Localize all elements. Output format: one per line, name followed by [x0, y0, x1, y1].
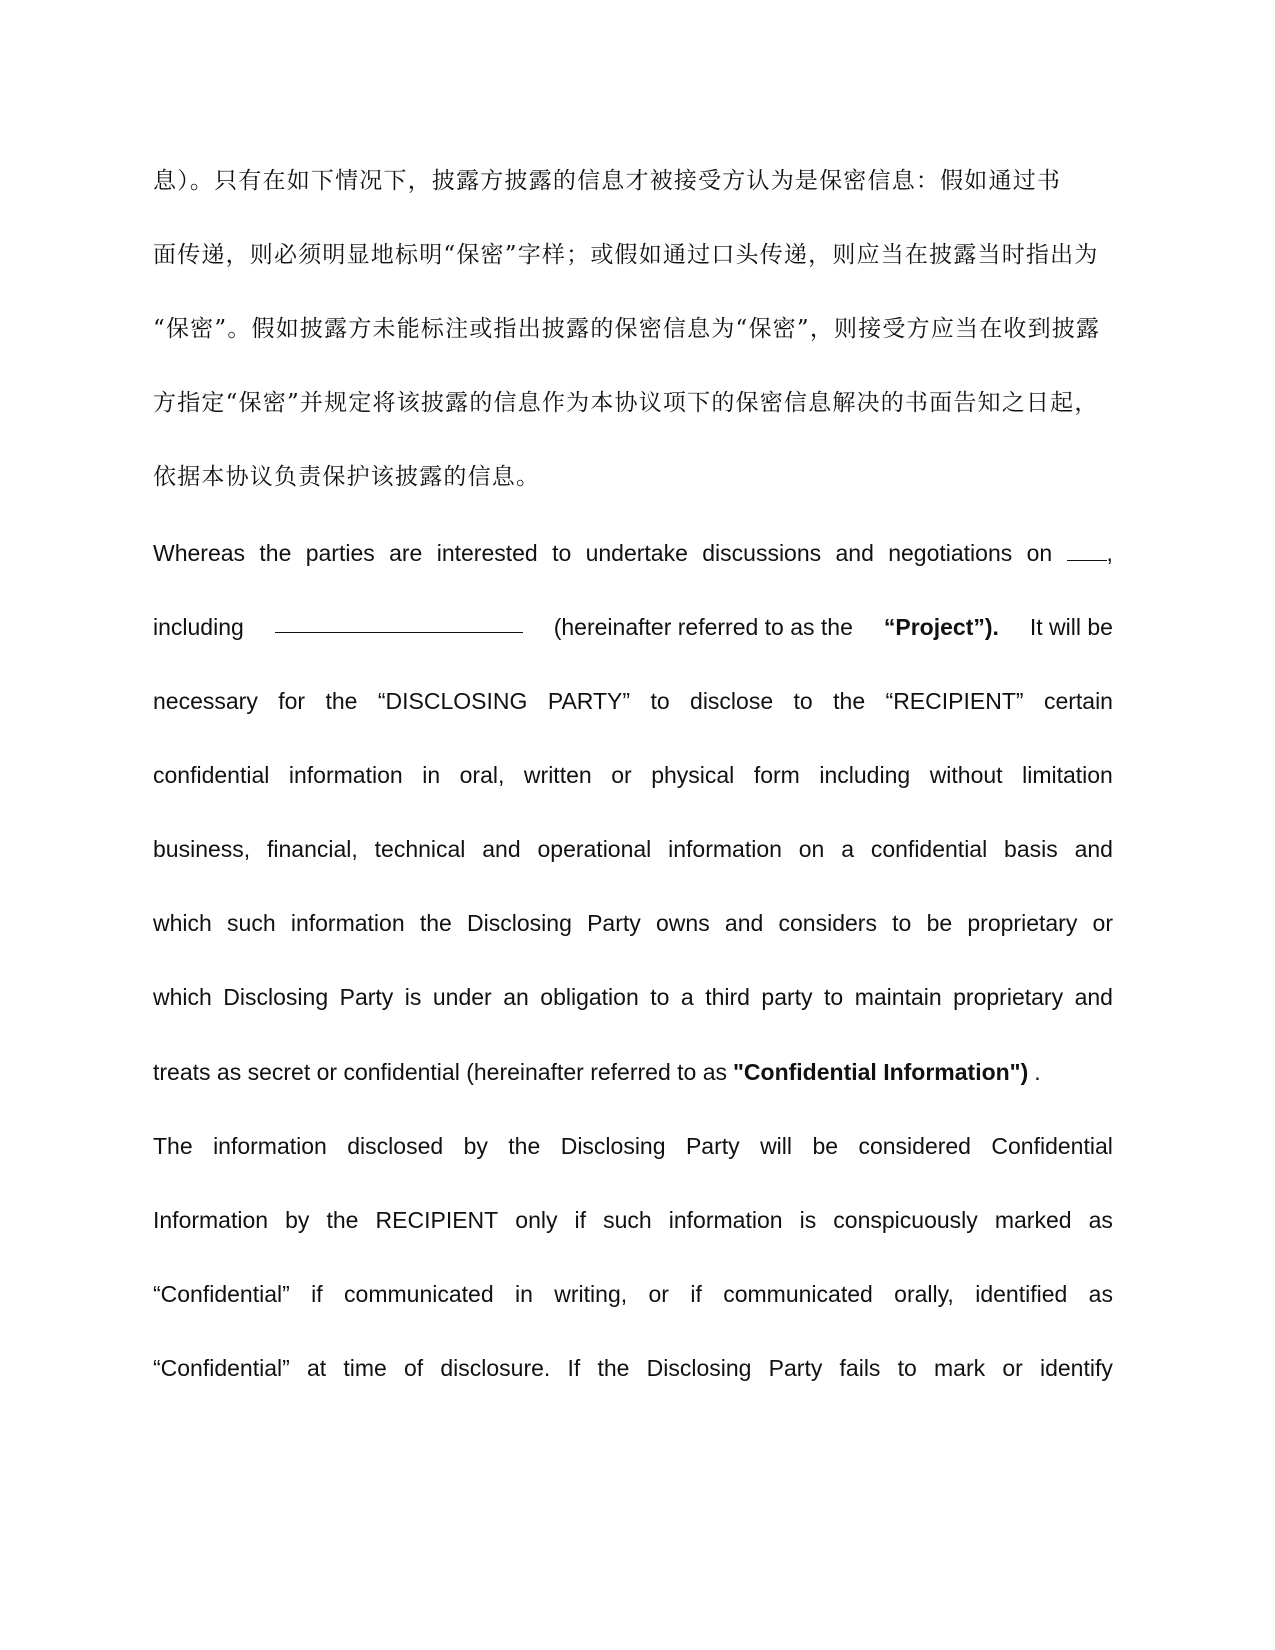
word: Disclosing — [223, 984, 329, 1010]
blank-field-project[interactable] — [275, 612, 523, 633]
word: Party — [685, 1133, 740, 1159]
word: to — [897, 1355, 917, 1381]
word: the — [833, 688, 866, 714]
word: considers — [778, 910, 877, 936]
word: “Confidential” — [153, 1355, 290, 1381]
word: identified — [975, 1281, 1068, 1307]
word: “RECIPIENT” — [885, 688, 1024, 714]
word: third — [705, 984, 750, 1010]
word: the — [326, 1207, 359, 1233]
word: RECIPIENT — [375, 1207, 499, 1233]
word: to — [552, 540, 572, 566]
word: limitation — [1022, 762, 1113, 788]
word: operational — [537, 836, 652, 862]
word: considered — [858, 1133, 971, 1159]
word: by — [463, 1133, 488, 1159]
word: writing, — [554, 1281, 628, 1307]
word: such — [227, 910, 276, 936]
word: disclosure. — [440, 1355, 551, 1381]
word: Party — [768, 1355, 823, 1381]
word: “Confidential” — [153, 1281, 290, 1307]
word: party — [761, 984, 813, 1010]
english-line-4 — [153, 760, 1113, 790]
word: an — [503, 984, 529, 1010]
word: is — [404, 984, 422, 1010]
word: form — [753, 762, 800, 788]
word: time — [343, 1355, 387, 1381]
word: be — [926, 910, 953, 936]
word: information — [668, 1207, 783, 1233]
word: proprietary — [953, 984, 1064, 1010]
word: discussions — [702, 540, 822, 566]
word: the — [259, 540, 292, 566]
english-line-3 — [153, 686, 1113, 716]
word: Party — [587, 910, 641, 936]
word: interested — [436, 540, 538, 566]
word: or — [611, 762, 632, 788]
word: maintain — [854, 984, 942, 1010]
word: the — [419, 910, 452, 936]
word: and — [1074, 836, 1113, 862]
word: the — [325, 688, 358, 714]
word: and — [835, 540, 874, 566]
word: to — [650, 984, 670, 1010]
english-line-6 — [153, 908, 1113, 938]
word: parties — [305, 540, 375, 566]
word: written — [523, 762, 592, 788]
english-line-10 — [153, 1205, 1113, 1235]
word: and — [1074, 984, 1113, 1010]
defined-term-confidential-information: "Confidential Information") — [733, 1059, 1029, 1085]
blank-field-topic[interactable]: , — [1067, 538, 1113, 568]
word: which — [153, 910, 212, 936]
text-treats-as-secret: treats as secret or confidential (hereinafter referred to as — [153, 1059, 728, 1085]
word: which — [153, 984, 212, 1010]
word: Party — [339, 984, 394, 1010]
english-line-9 — [153, 1131, 1113, 1161]
word: confidential — [870, 836, 988, 862]
word: under — [432, 984, 492, 1010]
word: including — [819, 762, 911, 788]
word: obligation — [540, 984, 639, 1010]
word: a — [841, 836, 854, 862]
word: Information — [153, 1207, 269, 1233]
word: financial, — [267, 836, 358, 862]
word: disclosed — [347, 1133, 444, 1159]
word: is — [799, 1207, 817, 1233]
word: information — [290, 910, 405, 936]
word: PARTY” — [547, 688, 631, 714]
word: without — [929, 762, 1003, 788]
word: communicated — [723, 1281, 873, 1307]
english-line-5 — [153, 834, 1113, 864]
chinese-line-3: “保密”。假如披露方未能标注或指出披露的保密信息为“保密”，则接受方应当在收到披露 — [153, 316, 1101, 342]
word: or — [1092, 910, 1113, 936]
text-it-will-be: It will be — [1029, 614, 1113, 640]
word: are — [389, 540, 423, 566]
word: Whereas — [153, 540, 246, 566]
word: or — [648, 1281, 669, 1307]
english-line-1 — [153, 538, 1113, 568]
word: of — [404, 1355, 424, 1381]
word: as — [1088, 1207, 1113, 1233]
word: proprietary — [967, 910, 1078, 936]
word: a — [680, 984, 694, 1010]
word: business, — [153, 836, 251, 862]
word: technical — [374, 836, 466, 862]
word: orally, — [894, 1281, 954, 1307]
word: at — [306, 1355, 327, 1381]
english-line-7 — [153, 982, 1113, 1012]
word: Disclosing — [560, 1133, 666, 1159]
word: Confidential — [991, 1133, 1113, 1159]
word: only — [515, 1207, 558, 1233]
word: as — [1088, 1281, 1113, 1307]
chinese-line-5: 依据本协议负责保护该披露的信息。 — [153, 464, 541, 490]
word: physical — [651, 762, 735, 788]
word: and — [724, 910, 764, 936]
word: marked — [994, 1207, 1072, 1233]
word: conspicuously — [833, 1207, 978, 1233]
word: on — [798, 836, 825, 862]
word: information — [213, 1133, 327, 1159]
word: on — [1026, 540, 1053, 566]
word: mark — [934, 1355, 986, 1381]
word: oral, — [459, 762, 505, 788]
english-line-12 — [153, 1353, 1113, 1383]
word: to — [793, 688, 813, 714]
word: information — [288, 762, 403, 788]
word: by — [285, 1207, 310, 1233]
word: undertake — [585, 540, 688, 566]
chinese-line-2: 面传递，则必须明显地标明“保密”字样；或假如通过口头传递，则应当在披露当时指出为 — [153, 242, 1099, 268]
word: or — [1002, 1355, 1023, 1381]
word: Disclosing — [467, 910, 572, 936]
word: if — [311, 1281, 323, 1307]
word: be — [812, 1133, 839, 1159]
word: communicated — [344, 1281, 494, 1307]
english-line-11 — [153, 1279, 1113, 1309]
word: “DISCLOSING — [377, 688, 528, 714]
word: fails — [839, 1355, 881, 1381]
word: in — [515, 1281, 533, 1307]
word: basis — [1004, 836, 1058, 862]
chinese-line-4: 方指定“保密”并规定将该披露的信息作为本协议项下的保密信息解决的书面告知之日起， — [153, 390, 1099, 416]
word: certain — [1043, 688, 1113, 714]
english-line-8 — [153, 1057, 1113, 1087]
period: . — [1034, 1059, 1041, 1085]
word: and — [482, 836, 521, 862]
word: to — [892, 910, 912, 936]
chinese-line-1: 息）。只有在如下情况下，披露方披露的信息才被接受方认为是保密信息：假如通过书 — [153, 168, 1062, 194]
english-line-2 — [153, 612, 1113, 642]
word: including — [153, 614, 244, 640]
text-hereinafter: (hereinafter referred to as the — [553, 614, 853, 640]
word: for — [278, 688, 306, 714]
word: will — [760, 1133, 793, 1159]
word: Disclosing — [646, 1355, 752, 1381]
word: if — [690, 1281, 702, 1307]
word: owns — [656, 910, 710, 936]
word: The — [153, 1133, 193, 1159]
word: the — [597, 1355, 630, 1381]
word: information — [668, 836, 782, 862]
word: to — [824, 984, 844, 1010]
word: identify — [1039, 1355, 1113, 1381]
word: the — [508, 1133, 541, 1159]
word: such — [603, 1207, 652, 1233]
word: confidential — [153, 762, 270, 788]
word: if — [574, 1207, 587, 1233]
word: in — [422, 762, 441, 788]
word: If — [567, 1355, 581, 1381]
word: negotiations — [888, 540, 1013, 566]
defined-term-project: “Project”). — [883, 614, 999, 640]
word: disclose — [690, 688, 774, 714]
word: to — [650, 688, 670, 714]
word: necessary — [153, 688, 258, 714]
